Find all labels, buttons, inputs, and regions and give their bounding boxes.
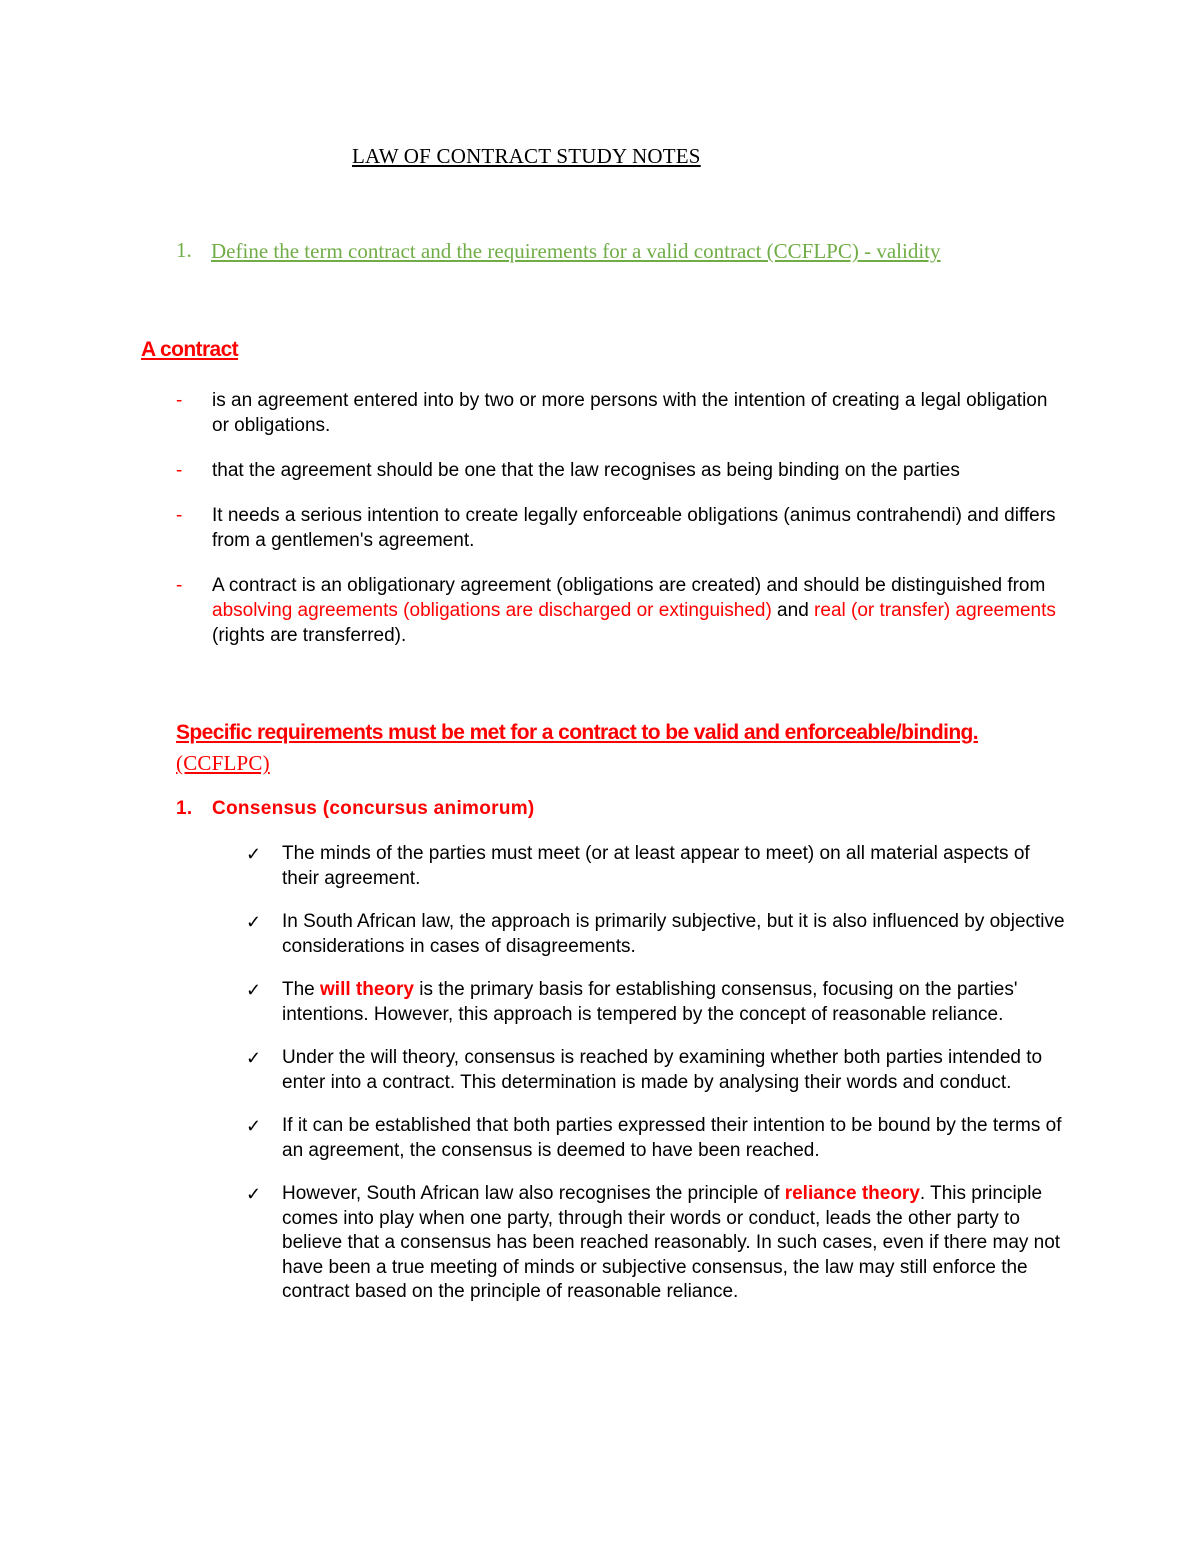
requirements-heading-line2: (CCFLPC) <box>176 751 270 775</box>
list-item-text: that the agreement should be one that the law recognises as being binding on the parties <box>212 460 960 481</box>
contract-heading: A contract <box>141 338 239 361</box>
dash-bullet-icon: - <box>176 460 183 481</box>
list-item <box>246 842 1066 891</box>
list-item <box>176 573 1056 648</box>
list-item-text: A contract is an obligationary agreement (obligations are created) and should be distinguished from <box>212 575 1046 596</box>
list-item <box>246 978 1066 1027</box>
reliance-theory-term: reliance theory <box>784 1183 920 1204</box>
list-item-text: However, South African law also recognises the principle of <box>282 1183 785 1204</box>
question-text: Define the term contract and the requirements for a valid contract (CCFLPC) - validity <box>211 239 941 263</box>
list-item-text: In South African law, the approach is primarily subjective, but it is also influenced by objective considerations in cases of disagreements. <box>282 911 1065 957</box>
dash-bullet-icon: - <box>176 575 183 596</box>
list-item <box>176 388 1056 438</box>
list-item-text: The <box>282 979 321 1000</box>
consensus-number: 1. <box>176 798 193 819</box>
list-item <box>176 458 1056 483</box>
check-icon: ✓ <box>246 1116 262 1136</box>
will-theory-term: will theory <box>320 979 414 1000</box>
list-item-text: (rights are transferred). <box>212 625 407 646</box>
question-number: 1. <box>176 238 192 262</box>
list-item-text: and <box>771 600 815 621</box>
consensus-heading <box>176 798 535 820</box>
requirements-heading-line1: Specific requirements must be met for a contract to be valid and enforceable/binding. <box>176 721 979 744</box>
check-icon: ✓ <box>246 1184 262 1204</box>
dash-bullet-icon: - <box>176 390 183 411</box>
list-item-text: If it can be established that both parties expressed their intention to be bound by the terms of an agreement, the consensus is deemed to have been reached. <box>282 1115 1062 1161</box>
real-agreements-text: real (or transfer) agreements <box>814 600 1056 621</box>
check-icon: ✓ <box>246 844 262 864</box>
list-item-text: is an agreement entered into by two or more persons with the intention of creating a legal obligation or obligations. <box>212 390 1048 436</box>
list-item <box>246 910 1066 959</box>
list-item-text: is the primary basis for establishing consensus, focusing on the parties' intentions. However, this approach is tempered by the concept of reasonable reliance. <box>282 979 1018 1025</box>
check-icon: ✓ <box>246 980 262 1000</box>
document-title: LAW OF CONTRACT STUDY NOTES <box>352 144 701 168</box>
requirements-heading <box>176 718 1076 779</box>
dash-bullet-icon: - <box>176 505 183 526</box>
list-item <box>246 1114 1066 1163</box>
list-item-text: . This principle comes into play when one party, through their words or conduct, leads the other party to believe that a consensus has been reached reasonably. In such cases, even if there may not have been a true meeting of minds or subjective consensus, the law may still enforce the contract based on the principle of reasonable reliance. <box>282 1183 1061 1302</box>
consensus-points-list <box>246 842 1066 1324</box>
list-item-text: Under the will theory, consensus is reached by examining whether both parties intended to enter into a contract. This determination is made by analysing their words and conduct. <box>282 1047 1043 1093</box>
list-item-text: It needs a serious intention to create legally enforceable obligations (animus contrahendi) and differs from a gentlemen's agreement. <box>212 505 1056 551</box>
list-item <box>176 503 1056 553</box>
list-item <box>246 1046 1066 1095</box>
contract-definition-list <box>176 388 1056 668</box>
list-item-text: The minds of the parties must meet (or at least appear to meet) on all material aspects of their agreement. <box>282 843 1030 889</box>
check-icon: ✓ <box>246 912 262 932</box>
list-item <box>246 1182 1066 1305</box>
check-icon: ✓ <box>246 1048 262 1068</box>
consensus-title: Consensus (concursus animorum) <box>212 798 535 819</box>
absolving-agreements-text: absolving agreements (obligations are discharged or extinguished) <box>212 600 772 621</box>
